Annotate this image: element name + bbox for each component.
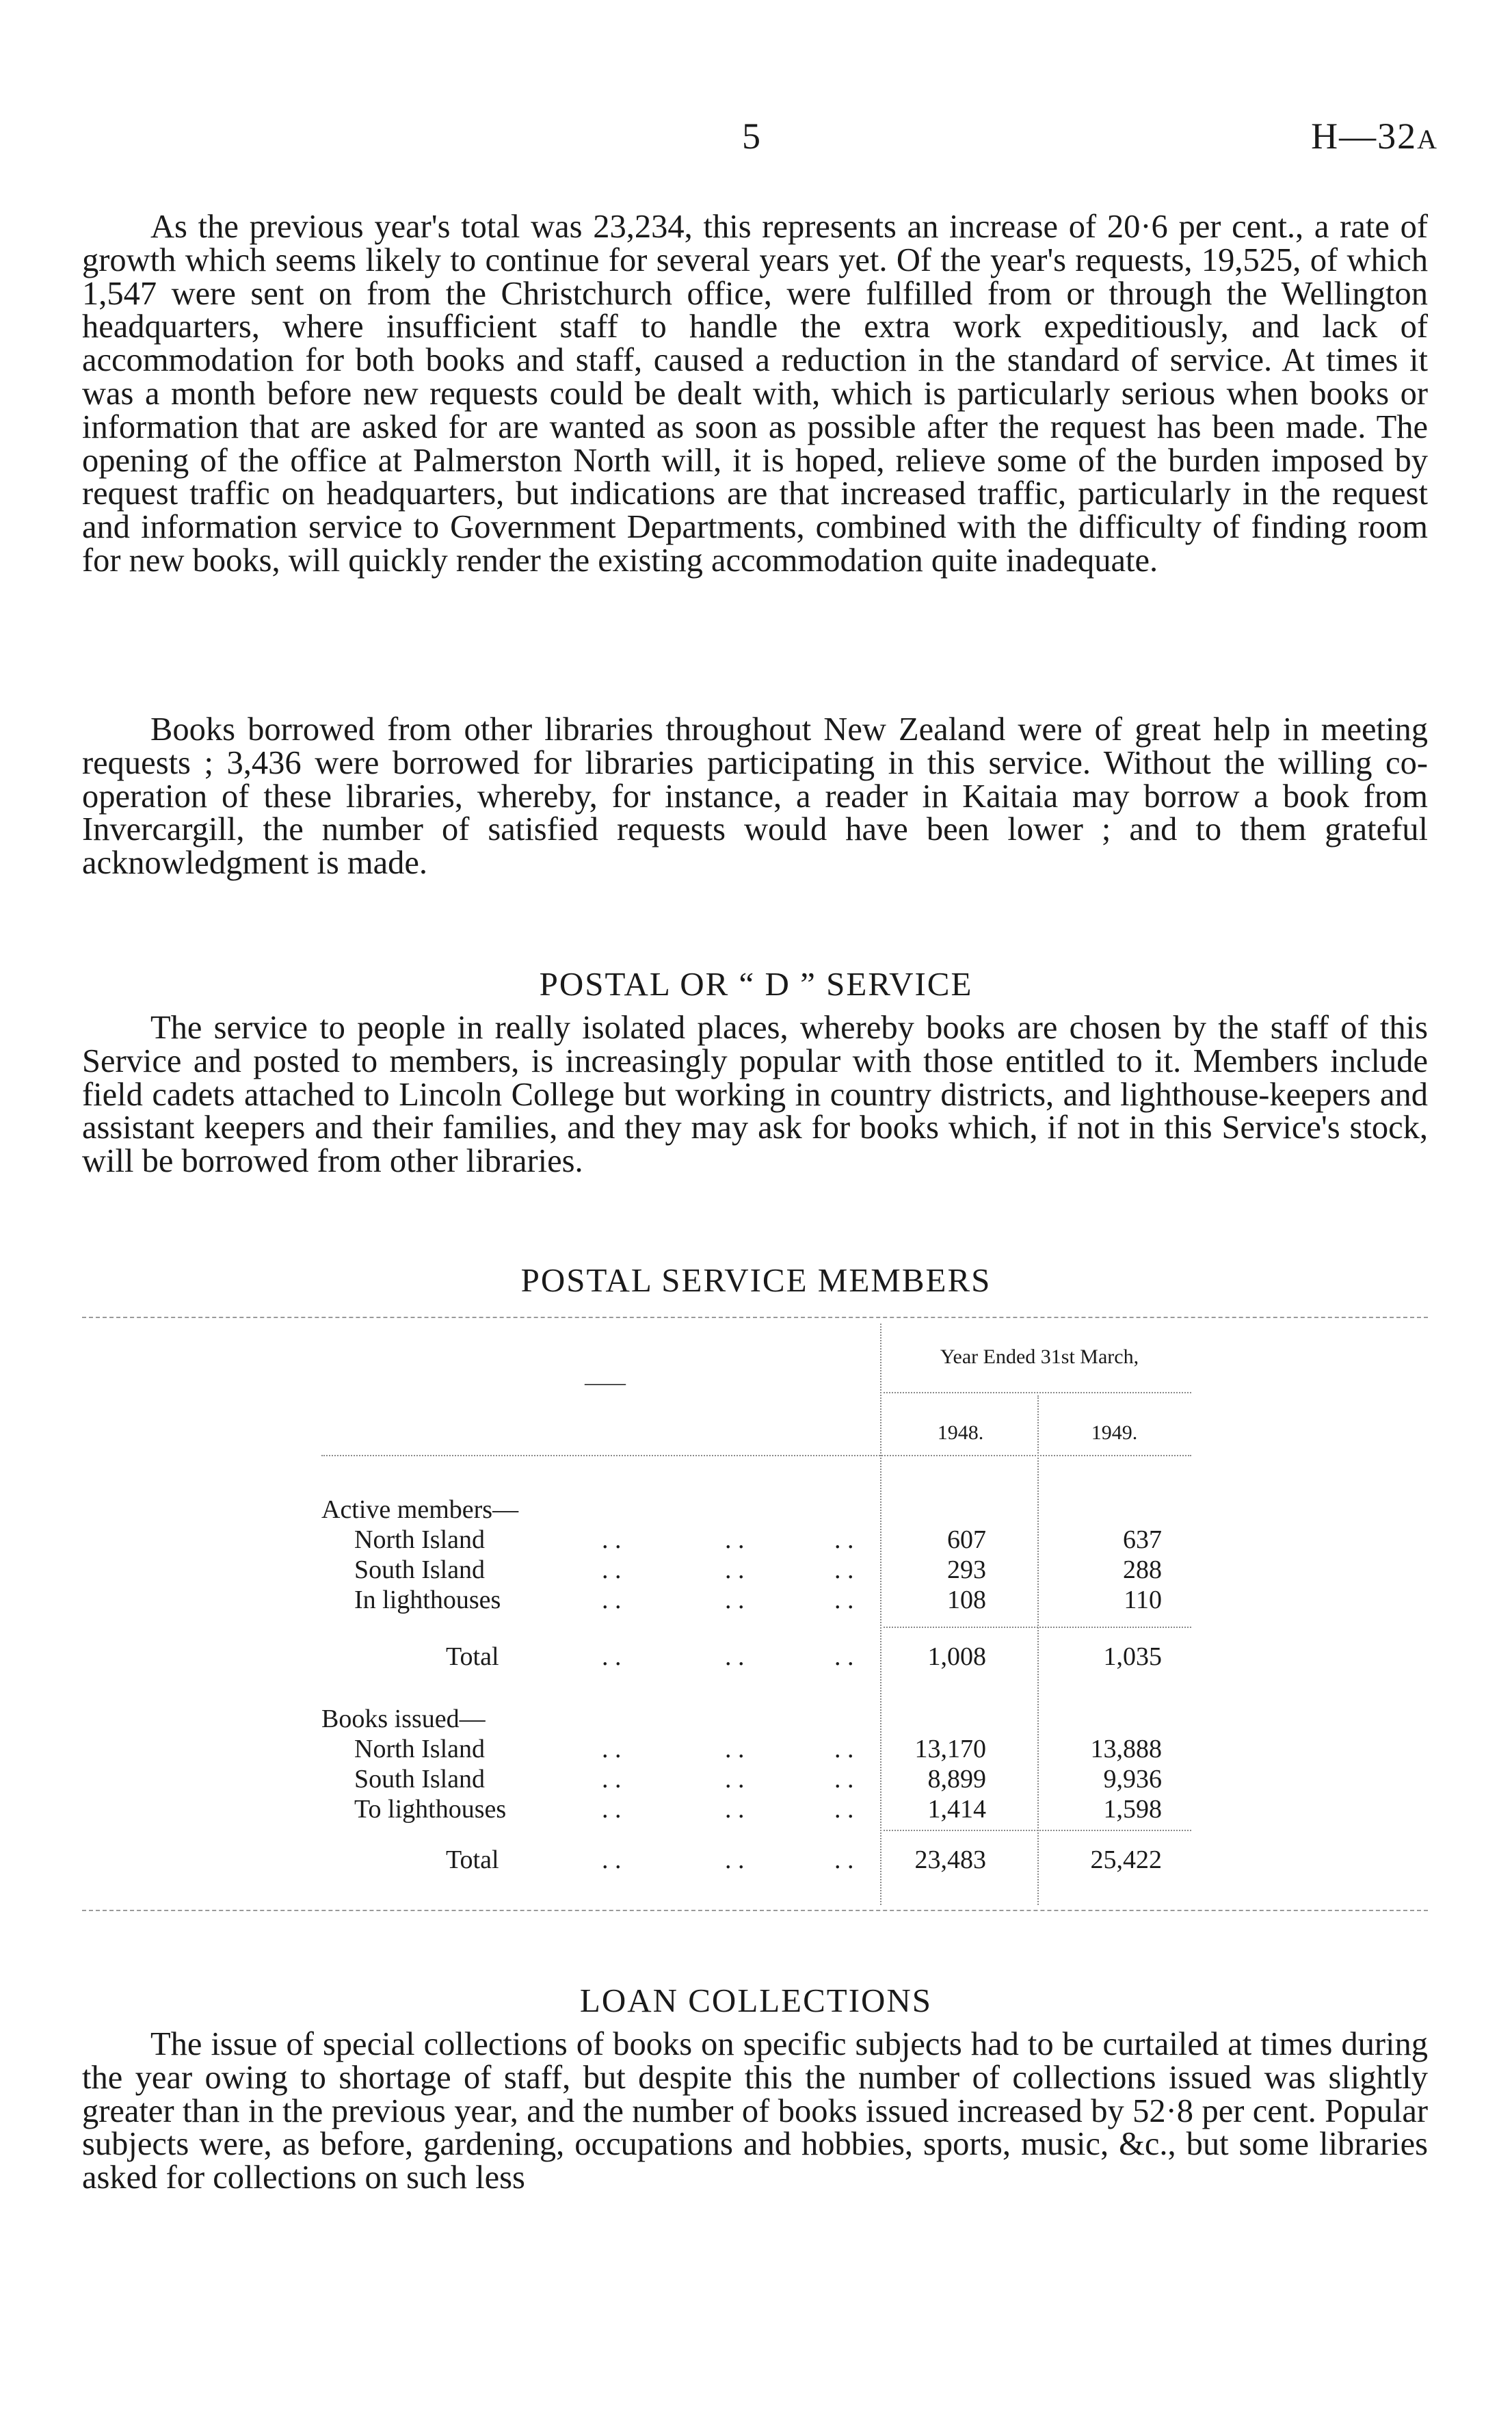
value-1949: 110	[1124, 1586, 1162, 1614]
value-1948: 8,899	[927, 1765, 986, 1793]
value-1949: 637	[1123, 1525, 1162, 1554]
row-label: North Island	[354, 1525, 486, 1554]
value-1948: 607	[947, 1525, 986, 1554]
value-1948: 13,170	[914, 1735, 986, 1763]
leader-dots: . .	[725, 1735, 745, 1763]
leader-dots: . .	[725, 1586, 745, 1614]
column-header-1948: 1948.	[937, 1421, 984, 1444]
row-label: South Island	[354, 1555, 486, 1584]
leader-dots: . .	[834, 1735, 854, 1763]
leader-dots: . .	[725, 1525, 745, 1554]
leader-dots: . .	[602, 1765, 622, 1793]
total-rule	[884, 1627, 1191, 1628]
leader-dots: . .	[602, 1586, 622, 1614]
row-label: North Island	[354, 1735, 486, 1763]
document-code-suffix: A	[1417, 124, 1438, 155]
leader-dots: . .	[602, 1555, 622, 1584]
document-code-main: H—32	[1311, 116, 1418, 157]
stub-header-dash: ——	[585, 1371, 626, 1394]
table-column-divider	[880, 1324, 881, 1905]
value-1948: 108	[947, 1586, 986, 1614]
total-1949: 1,035	[1103, 1642, 1162, 1671]
leader-dots: . .	[834, 1555, 854, 1584]
paragraph-interloans	[82, 713, 1428, 880]
leader-dots: . .	[725, 1795, 745, 1824]
value-1949: 9,936	[1103, 1765, 1162, 1793]
leader-dots: . .	[602, 1642, 622, 1671]
leader-dots: . .	[725, 1555, 745, 1584]
value-1949: 288	[1123, 1555, 1162, 1584]
paragraph-text: The service to people in really isolated places, whereby books are chosen by the staff of this Service and posted to members, is increasingly popular with those entitled to it. Members include field cadets attached to Lincoln College but working in country districts, and lighthouse-keepers and assistant keepers and their families, and they may ask for books which, if not in this Service's stock, will be borrowed from other libraries.	[82, 1010, 1428, 1180]
leader-dots: . .	[602, 1735, 622, 1763]
leader-dots: . .	[834, 1642, 854, 1671]
table-bottom-rule	[82, 1910, 1428, 1911]
postal-service-heading: POSTAL OR “ D ” SERVICE	[539, 965, 973, 1003]
value-1948: 293	[947, 1555, 986, 1584]
value-1949: 13,888	[1090, 1735, 1162, 1763]
leader-dots: . .	[725, 1642, 745, 1671]
loan-collections-heading: LOAN COLLECTIONS	[579, 1982, 933, 2019]
leader-dots: . .	[725, 1845, 745, 1874]
value-1949: 1,598	[1103, 1795, 1162, 1824]
total-rule	[884, 1830, 1191, 1831]
year-group-header: Year Ended 31st March,	[940, 1345, 1139, 1368]
page-number: 5	[742, 116, 760, 157]
total-1949: 25,422	[1090, 1845, 1162, 1874]
leader-dots: . .	[834, 1586, 854, 1614]
total-label: Total	[446, 1845, 499, 1874]
total-1948: 23,483	[914, 1845, 986, 1874]
paragraph-text: Books borrowed from other libraries throughout New Zealand were of great help in meeting requests ; 3,436 were borrowed for libraries participating in this service. Without the willing co-operation of these libraries, whereby, for instance, a reader in Kaitaia may borrow a book from Invercargill, the number of satisfied requests would have been lower ; and to them grateful acknowledgment is made.	[82, 711, 1428, 882]
document-code	[1311, 115, 1438, 157]
leader-dots: . .	[834, 1845, 854, 1874]
paragraph-requests	[82, 211, 1428, 578]
row-label: South Island	[354, 1765, 486, 1793]
column-header-1949: 1949.	[1091, 1421, 1138, 1444]
table-header-rule	[884, 1392, 1191, 1393]
section-heading-active-members: Active members—	[321, 1495, 519, 1524]
total-1948: 1,008	[927, 1642, 986, 1671]
value-1948: 1,414	[927, 1795, 986, 1824]
leader-dots: . .	[602, 1845, 622, 1874]
table-header-bottom-rule	[321, 1455, 1191, 1456]
paragraph-text: As the previous year's total was 23,234, this represents an increase of 20·6 per cent., a rate of growth which seems likely to continue for several years yet. Of the year's requests, 19,525, of which 1,547 were sent on from the Christchurch office, were fulfilled from or through the Wellington headquarters, where insufficient staff to handle the extra work expeditiously, and lack of accommodation for both books and staff, caused a reduction in the standard of service. At times it was a month before new requests could be dealt with, which is particularly serious when books or information that are asked for are wanted as soon as possible after the request has been made. The opening of the office at Palmerston North will, it is hoped, relieve some of the burden imposed by request traffic on headquarters, but indications are that increased traffic, particularly in the request and information service to Government Departments, combined with the difficulty of finding room for new books, will quickly render the existing accommodation quite inadequate.	[82, 209, 1428, 579]
leader-dots: . .	[602, 1525, 622, 1554]
leader-dots: . .	[725, 1765, 745, 1793]
leader-dots: . .	[834, 1525, 854, 1554]
table-top-rule	[82, 1317, 1428, 1318]
paragraph-text: The issue of special collections of books on specific subjects had to be curtailed at times during the year owing to shortage of staff, but despite this the number of collections issued was slightly greater than in the previous year, and the number of books issued increased by 52·8 per cent. Popular subjects were, as before, gardening, occupations and hobbies, sports, music, &c., but some libraries asked for collections on such less	[82, 2026, 1428, 2196]
section-heading-books-issued: Books issued—	[321, 1705, 486, 1733]
postal-service-paragraph	[82, 1012, 1428, 1179]
leader-dots: . .	[834, 1795, 854, 1824]
leader-dots: . .	[834, 1765, 854, 1793]
leader-dots: . .	[602, 1795, 622, 1824]
row-label: In lighthouses	[354, 1586, 501, 1614]
total-label: Total	[446, 1642, 499, 1671]
table-title: POSTAL SERVICE MEMBERS	[520, 1261, 992, 1299]
loan-collections-paragraph	[82, 2028, 1428, 2195]
row-label: To lighthouses	[354, 1795, 507, 1824]
